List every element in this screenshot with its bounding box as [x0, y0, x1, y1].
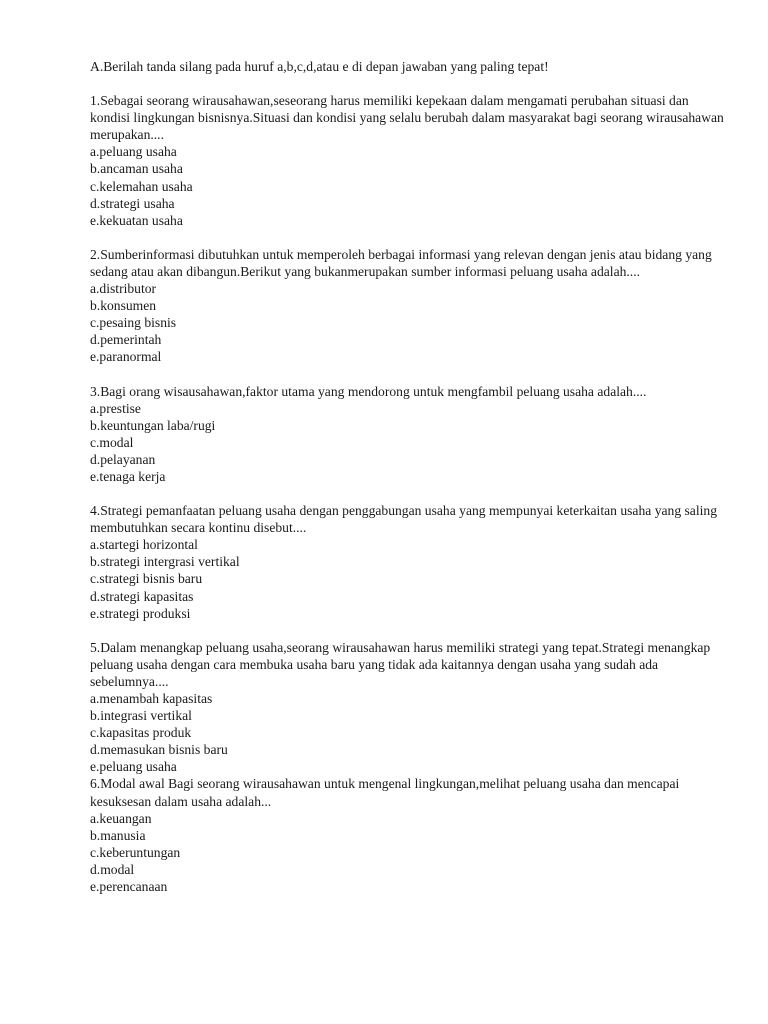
- option-list: [90, 400, 730, 485]
- option-a: a.prestise: [90, 400, 141, 416]
- option-d: d.modal: [90, 861, 135, 877]
- option-d: d.memasukan bisnis baru: [90, 742, 228, 758]
- option-a: a.keuangan: [90, 810, 152, 826]
- question-3: [90, 383, 730, 486]
- option-list: [90, 810, 730, 895]
- option-d: d.strategi kapasitas: [90, 588, 194, 604]
- option-a: a.peluang usaha: [90, 144, 177, 160]
- question-2: [90, 246, 730, 366]
- question-1: [90, 92, 730, 229]
- option-d: d.pelayanan: [90, 451, 156, 467]
- option-b: b.integrasi vertikal: [90, 708, 192, 724]
- option-b: b.ancaman usaha: [90, 161, 183, 177]
- option-c: c.kelemahan usaha: [90, 178, 193, 194]
- option-e: e.peluang usaha: [90, 759, 177, 775]
- question-text: 6.Modal awal Bagi seorang wirausahawan untuk mengenal lingkungan,melihat peluang usaha dan mencapai kesuksesan dalam usaha adalah...: [90, 776, 680, 809]
- question-5: [90, 639, 730, 776]
- question-text: 5.Dalam menangkap peluang usaha,seorang wirausahawan harus memiliki strategi yang tepat.Strategi menangkap peluang usaha dengan cara membuka usaha baru yang tidak ada kaitannya dengan usaha yang sudah ada sebelumnya....: [90, 639, 711, 689]
- option-b: b.manusia: [90, 827, 146, 843]
- option-list: [90, 536, 730, 621]
- option-c: c.keberuntungan: [90, 844, 181, 860]
- option-d: d.strategi usaha: [90, 195, 175, 211]
- option-c: c.strategi bisnis baru: [90, 571, 203, 587]
- option-e: e.kekuatan usaha: [90, 212, 183, 228]
- option-e: e.tenaga kerja: [90, 468, 166, 484]
- option-e: e.paranormal: [90, 349, 162, 365]
- question-text: 3.Bagi orang wisausahawan,faktor utama yang mendorong untuk mengfambil peluang usaha adalah....: [90, 383, 647, 399]
- option-b: b.keuntungan laba/rugi: [90, 417, 216, 433]
- document-page: [90, 58, 730, 895]
- option-a: a.startegi horizontal: [90, 537, 198, 553]
- question-4: [90, 502, 730, 622]
- option-list: [90, 143, 730, 228]
- option-a: a.menambah kapasitas: [90, 691, 213, 706]
- option-list: [90, 280, 730, 365]
- option-c: c.pesaing bisnis: [90, 315, 177, 331]
- option-a: a.distributor: [90, 281, 157, 297]
- option-e: e.strategi produksi: [90, 605, 191, 621]
- question-text: 1.Sebagai seorang wirausahawan,seseorang harus memiliki kepekaan dalam mengamati perubahan situasi dan kondisi lingkungan bisnisnya.Situasi dan kondisi yang selalu berubah dalam masyarakat bagi seorang wirausahawan merupakan....: [90, 93, 724, 143]
- question-text: 4.Strategi pemanfaatan peluang usaha dengan penggabungan usaha yang mempunyai keterkaitan usaha yang saling membutuhkan secara kontinu disebut....: [90, 503, 717, 536]
- question-text: 2.Sumberinformasi dibutuhkan untuk memperoleh berbagai informasi yang relevan dengan jenis atau bidang yang sedang atau akan dibangun.Berikut yang bukanmerupakan sumber informasi peluang usaha adalah....: [90, 246, 712, 279]
- option-b: b.strategi intergrasi vertikal: [90, 554, 240, 570]
- option-list: [90, 690, 730, 775]
- option-b: b.konsumen: [90, 298, 157, 314]
- option-e: e.perencanaan: [90, 879, 168, 895]
- option-d: d.pemerintah: [90, 332, 162, 348]
- instruction-text: A.Berilah tanda silang pada huruf a,b,c,d,atau e di depan jawaban yang paling tepat!: [90, 59, 549, 74]
- option-c: c.modal: [90, 434, 134, 450]
- option-c: c.kapasitas produk: [90, 725, 192, 741]
- question-6: [90, 775, 730, 895]
